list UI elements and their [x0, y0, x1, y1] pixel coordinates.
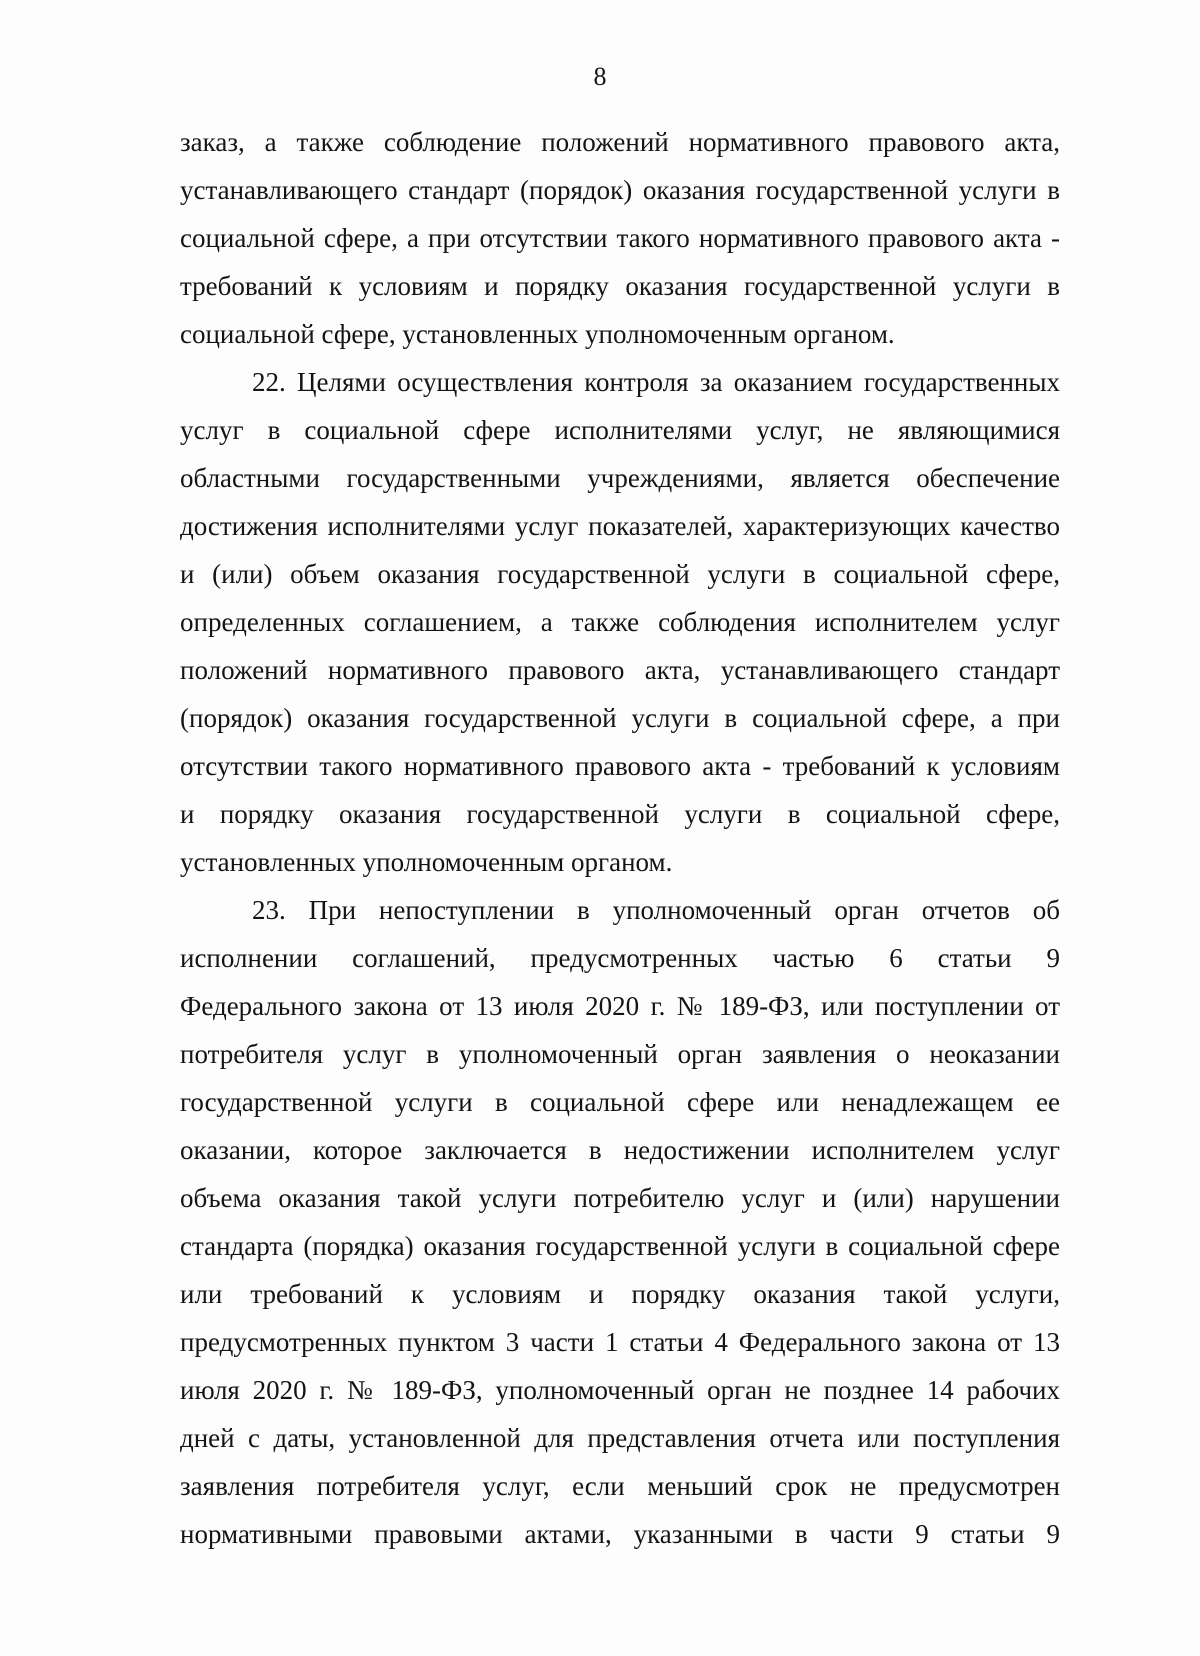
text-line: дней с даты, установленной для представления отчета или поступления — [180, 1423, 1060, 1453]
page-number: 8 — [593, 62, 607, 91]
text-line: Федерального закона от 13 июля 2020 г. № 189-ФЗ, или поступлении от — [180, 991, 1060, 1021]
text-line: предусмотренных пунктом 3 части 1 статьи 4 Федерального закона от 13 — [180, 1327, 1060, 1357]
text-line: положений нормативного правового акта, устанавливающего стандарт — [180, 655, 1060, 685]
text-line: стандарта (порядка) оказания государственной услуги в социальной сфере — [180, 1231, 1060, 1261]
text-line: и (или) объем оказания государственной услуги в социальной сфере, — [180, 559, 1060, 589]
text-line: достижения исполнителями услуг показателей, характеризующих качество — [180, 511, 1060, 541]
paragraph-22 — [180, 358, 1060, 886]
text-line: социальной сфере, а при отсутствии такого нормативного правового акта - — [180, 223, 1060, 253]
text-line: определенных соглашением, а также соблюдения исполнителем услуг — [180, 607, 1060, 637]
text-line: социальной сфере, установленных уполномоченным органом. — [180, 319, 895, 349]
text-line: установленных уполномоченным органом. — [180, 847, 673, 877]
text-line: областными государственными учреждениями, является обеспечение — [180, 463, 1060, 493]
text-line: заказ, а также соблюдение положений нормативного правового акта, — [180, 127, 1060, 157]
paragraph-continuation — [180, 118, 1060, 358]
text-line: требований к условиям и порядку оказания государственной услуги в — [180, 271, 1060, 301]
paragraph-23 — [180, 886, 1060, 1558]
text-line: (порядок) оказания государственной услуги в социальной сфере, а при — [180, 703, 1060, 733]
text-line: и порядку оказания государственной услуги в социальной сфере, — [180, 799, 1060, 829]
text-line: исполнении соглашений, предусмотренных частью 6 статьи 9 — [180, 943, 1060, 973]
text-line: потребителя услуг в уполномоченный орган заявления о неоказании — [180, 1039, 1060, 1069]
text-line: нормативными правовыми актами, указанными в части 9 статьи 9 — [180, 1519, 1060, 1549]
text-line: 23. При непоступлении в уполномоченный орган отчетов об — [252, 895, 1060, 925]
text-line: объема оказания такой услуги потребителю услуг и (или) нарушении — [180, 1183, 1060, 1213]
text-line: или требований к условиям и порядку оказания такой услуги, — [180, 1279, 1060, 1309]
document-body — [180, 118, 1060, 1558]
text-line: государственной услуги в социальной сфере или ненадлежащем ее — [180, 1087, 1060, 1117]
text-line: оказании, которое заключается в недостижении исполнителем услуг — [180, 1135, 1060, 1165]
text-line: отсутствии такого нормативного правового акта - требований к условиям — [180, 751, 1060, 781]
text-line: услуг в социальной сфере исполнителями услуг, не являющимися — [180, 415, 1060, 445]
text-line: июля 2020 г. № 189-ФЗ, уполномоченный орган не позднее 14 рабочих — [180, 1375, 1060, 1405]
text-line: заявления потребителя услуг, если меньший срок не предусмотрен — [180, 1471, 1060, 1501]
text-line: устанавливающего стандарт (порядок) оказания государственной услуги в — [180, 175, 1060, 205]
text-line: 22. Целями осуществления контроля за оказанием государственных — [252, 367, 1060, 397]
